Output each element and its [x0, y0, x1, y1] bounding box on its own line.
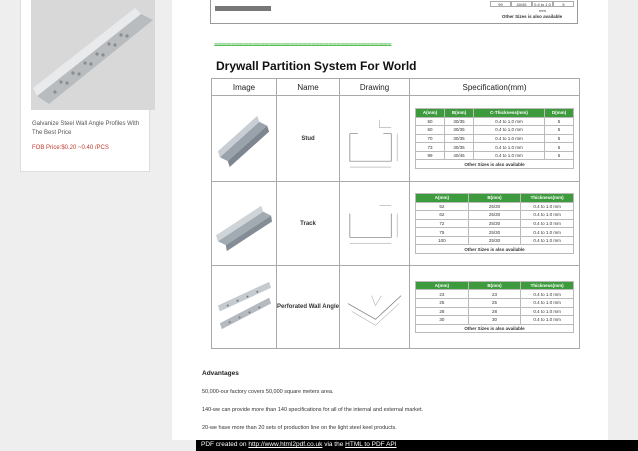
track-drawing [340, 182, 410, 266]
track-spec-header: A(mm) [416, 193, 469, 202]
table-cell: 62 [416, 211, 469, 220]
table-cell: 52 [416, 202, 469, 211]
sizes-note: Other Sizes is also available [416, 245, 574, 254]
angle-spec-header: Thickness(mm) [521, 281, 574, 290]
table-cell: 30/35 [444, 134, 473, 143]
table-cell: 73 [416, 143, 445, 152]
related-product-card[interactable] [20, 0, 150, 172]
table-row [416, 236, 574, 245]
advantage-item: 140-we can provide more than 140 specifications for all of the internal and external market. [202, 407, 424, 413]
angle-drawing [340, 266, 410, 349]
stud-spec-header: D(mm) [545, 108, 574, 117]
table-cell: 0.4 to 1.0 mm [521, 236, 574, 245]
table-cell: 0.4 to 1.0 mm [473, 117, 544, 126]
table-row-angle [212, 266, 580, 349]
table-cell: 60 [416, 126, 445, 135]
fragment-cell: 5 [553, 1, 574, 7]
header-name: Name [277, 79, 340, 96]
spec-table [211, 78, 580, 349]
wall-angle-image [31, 0, 155, 110]
table-cell: 70 [416, 134, 445, 143]
angle-spec-header: A(mm) [416, 281, 469, 290]
table-cell: 99 [416, 151, 445, 160]
pdf-footer-text [201, 441, 397, 448]
table-cell: 25/30 [468, 236, 521, 245]
table-cell: 23 [468, 290, 521, 299]
sizes-note: Other Sizes is also available [416, 160, 574, 169]
table-cell: 5 [545, 143, 574, 152]
pdf-footer-bar [196, 440, 638, 451]
product-image[interactable] [31, 0, 155, 110]
table-cell: 25/30 [468, 211, 521, 220]
stud-spec-header: B(mm) [444, 108, 473, 117]
track-spec-table [415, 193, 574, 254]
angle-name: Perforated Wall Angle [277, 266, 340, 349]
table-cell: 0.4 to 1.0 mm [473, 134, 544, 143]
table-row [416, 151, 574, 160]
stud-spec-header: C-Thickness(mm) [473, 108, 544, 117]
table-cell: 0.4 to 1.0 mm [521, 202, 574, 211]
advantage-item: 50,000-our factory covers 50,000 square meters area. [202, 389, 334, 395]
footer-spacer [0, 440, 196, 451]
table-cell: 0.4 to 1.0 mm [473, 126, 544, 135]
spec-header-row [212, 79, 580, 96]
table-row-stud [212, 96, 580, 182]
stud-spec [410, 96, 580, 182]
document-title: Drywall Partition System For World [216, 59, 417, 73]
table-row [416, 298, 574, 307]
table-cell: 40/45 [444, 151, 473, 160]
table-cell: 0.4 to 1.0 mm [521, 211, 574, 220]
table-cell: 0.4 to 1.0 mm [521, 298, 574, 307]
table-cell: 72 [416, 219, 469, 228]
table-cell: 0.4 to 1.0 mm [521, 307, 574, 316]
advantages-heading: Advantages [202, 370, 239, 377]
table-cell: 0.4 to 1.0 mm [521, 290, 574, 299]
table-cell: 25 [468, 298, 521, 307]
advantages-section [202, 370, 602, 443]
angle-image [212, 266, 277, 349]
fragment-cell: 0.4 to 1.0 mm [532, 1, 553, 7]
table-row [416, 219, 574, 228]
table-cell: 0.4 to 1.0 mm [473, 143, 544, 152]
table-row-track [212, 182, 580, 266]
table-cell: 30/35 [444, 143, 473, 152]
sizes-note: Other Sizes is also available [416, 324, 574, 333]
table-cell: 5 [545, 126, 574, 135]
table-row [416, 117, 574, 126]
table-cell: 0.4 to 1.0 mm [521, 228, 574, 237]
green-divider: ========================================== [214, 40, 392, 49]
track-name: Track [277, 182, 340, 266]
angle-spec-header: B(mm) [468, 281, 521, 290]
table-row [416, 143, 574, 152]
table-cell: 25/30 [468, 202, 521, 211]
fragment-sizes-note: Other Sizes is also available [501, 14, 563, 19]
stud-name: Stud [277, 96, 340, 182]
table-cell: 30/35 [444, 117, 473, 126]
table-cell: 0.4 to 1.0 mm [521, 219, 574, 228]
table-cell: 5 [545, 134, 574, 143]
table-row [416, 316, 574, 325]
table-row [416, 202, 574, 211]
previous-table-fragment [210, 0, 578, 24]
table-cell: 50 [416, 117, 445, 126]
table-row [416, 290, 574, 299]
table-row [416, 134, 574, 143]
fragment-cell: 99 [490, 1, 511, 7]
table-cell: 75 [416, 228, 469, 237]
track-spec-header: B(mm) [468, 193, 521, 202]
footer-prefix: PDF created on [201, 441, 249, 448]
table-cell: 30/35 [444, 126, 473, 135]
table-cell: 0.4 to 1.0 mm [473, 151, 544, 160]
table-row [416, 126, 574, 135]
table-cell: 25 [416, 298, 469, 307]
table-cell: 0.4 to 1.0 mm [521, 316, 574, 325]
table-cell: 5 [545, 151, 574, 160]
stud-image [212, 96, 277, 182]
table-row [416, 307, 574, 316]
table-cell: 5 [545, 117, 574, 126]
track-spec-header: Thickness(mm) [521, 193, 574, 202]
table-cell: 30 [468, 316, 521, 325]
angle-spec [410, 266, 580, 349]
header-spec: Specification(mm) [410, 79, 580, 96]
table-cell: 25/30 [468, 219, 521, 228]
table-cell: 28 [468, 307, 521, 316]
table-row [416, 228, 574, 237]
header-image: Image [212, 79, 277, 96]
angle-spec-table [415, 281, 574, 334]
table-cell: 100 [416, 236, 469, 245]
html-to-pdf-api-link[interactable]: HTML to PDF API [345, 441, 397, 448]
header-drawing: Drawing [340, 79, 410, 96]
html2pdf-link[interactable]: http://www.html2pdf.co.uk [248, 441, 323, 448]
table-row [416, 211, 574, 220]
track-image [212, 182, 277, 266]
product-title[interactable]: Galvanize Steel Wall Angle Profiles With The Best Price [32, 121, 140, 136]
stud-spec-header: A(mm) [416, 108, 445, 117]
table-cell: 28 [416, 307, 469, 316]
product-price: FOB Price:$0.20 ~0.40 /PCS [32, 145, 109, 151]
stud-drawing [340, 96, 410, 182]
advantage-item: 20-we have more than 20 sets of production line on the light steel keel products. [202, 425, 397, 431]
fragment-image [215, 6, 271, 11]
table-cell: 30 [416, 316, 469, 325]
footer-middle: via the [322, 441, 346, 448]
fragment-cell: 40/45 [511, 1, 532, 7]
table-cell: 25/30 [468, 228, 521, 237]
fragment-row [490, 1, 574, 13]
table-cell: 23 [416, 290, 469, 299]
track-spec [410, 182, 580, 266]
document-page [172, 0, 608, 440]
stud-spec-table [415, 108, 574, 169]
